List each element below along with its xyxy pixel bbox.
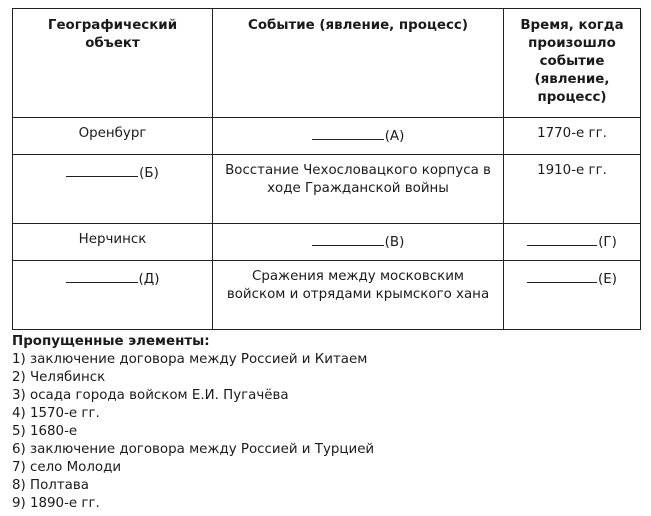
- list-item: 5) 1680-е: [12, 424, 78, 439]
- list-item: 4) 1570-е гг.: [12, 406, 100, 421]
- blank-mark: (Е): [598, 272, 617, 287]
- table-header-row: [13, 9, 641, 118]
- blank-mark: (Д): [138, 272, 160, 287]
- blank-line: [312, 125, 384, 140]
- blank-line: [66, 268, 138, 283]
- blank-mark: (В): [384, 235, 405, 250]
- table-row: [13, 155, 641, 224]
- history-table: [12, 8, 641, 330]
- cell-time: 1910-е гг.: [504, 155, 641, 224]
- list-item: 7) село Молоди: [12, 460, 122, 475]
- blank-line: [312, 231, 384, 246]
- cell-event-blank: [213, 224, 504, 261]
- table-row: [13, 224, 641, 261]
- list-item: 3) осада города войском Е.И. Пугачёва: [12, 388, 289, 403]
- cell-object: Нерчинск: [13, 224, 213, 261]
- table-row: [13, 261, 641, 330]
- cell-time-blank: [504, 261, 641, 330]
- list-item: 1) заключение договора между Россией и Китаем: [12, 352, 368, 367]
- blank-line: [527, 231, 597, 246]
- cell-time: 1770-е гг.: [504, 118, 641, 155]
- blank-mark: (Б): [139, 166, 159, 181]
- list-item: 6) заключение договора между Россией и Турцией: [12, 442, 375, 457]
- cell-event-blank: [213, 118, 504, 155]
- blank-line: [66, 162, 138, 177]
- list-item: 8) Полтава: [12, 478, 89, 493]
- cell-object-blank: [13, 155, 213, 224]
- missing-elements-title: Пропущенные элементы:: [12, 334, 210, 349]
- header-time: Время, когда произошло событие (явление, процесс): [504, 9, 641, 118]
- cell-object: Оренбург: [13, 118, 213, 155]
- header-geographic-object: Географический объект: [13, 9, 213, 118]
- table-row: [13, 118, 641, 155]
- blank-line: [527, 268, 597, 283]
- cell-time-blank: [504, 224, 641, 261]
- missing-elements-list: [12, 333, 374, 513]
- blank-mark: (А): [384, 129, 405, 144]
- cell-event: Восстание Чехословацкого корпуса в ходе Гражданской войны: [213, 155, 504, 224]
- cell-object-blank: [13, 261, 213, 330]
- list-item: 9) 1890-е гг.: [12, 496, 100, 511]
- blank-mark: (Г): [598, 235, 617, 250]
- list-item: 2) Челябинск: [12, 370, 106, 385]
- cell-event: Сражения между московским войском и отрядами крымского хана: [213, 261, 504, 330]
- header-event: Событие (явление, процесс): [213, 9, 504, 118]
